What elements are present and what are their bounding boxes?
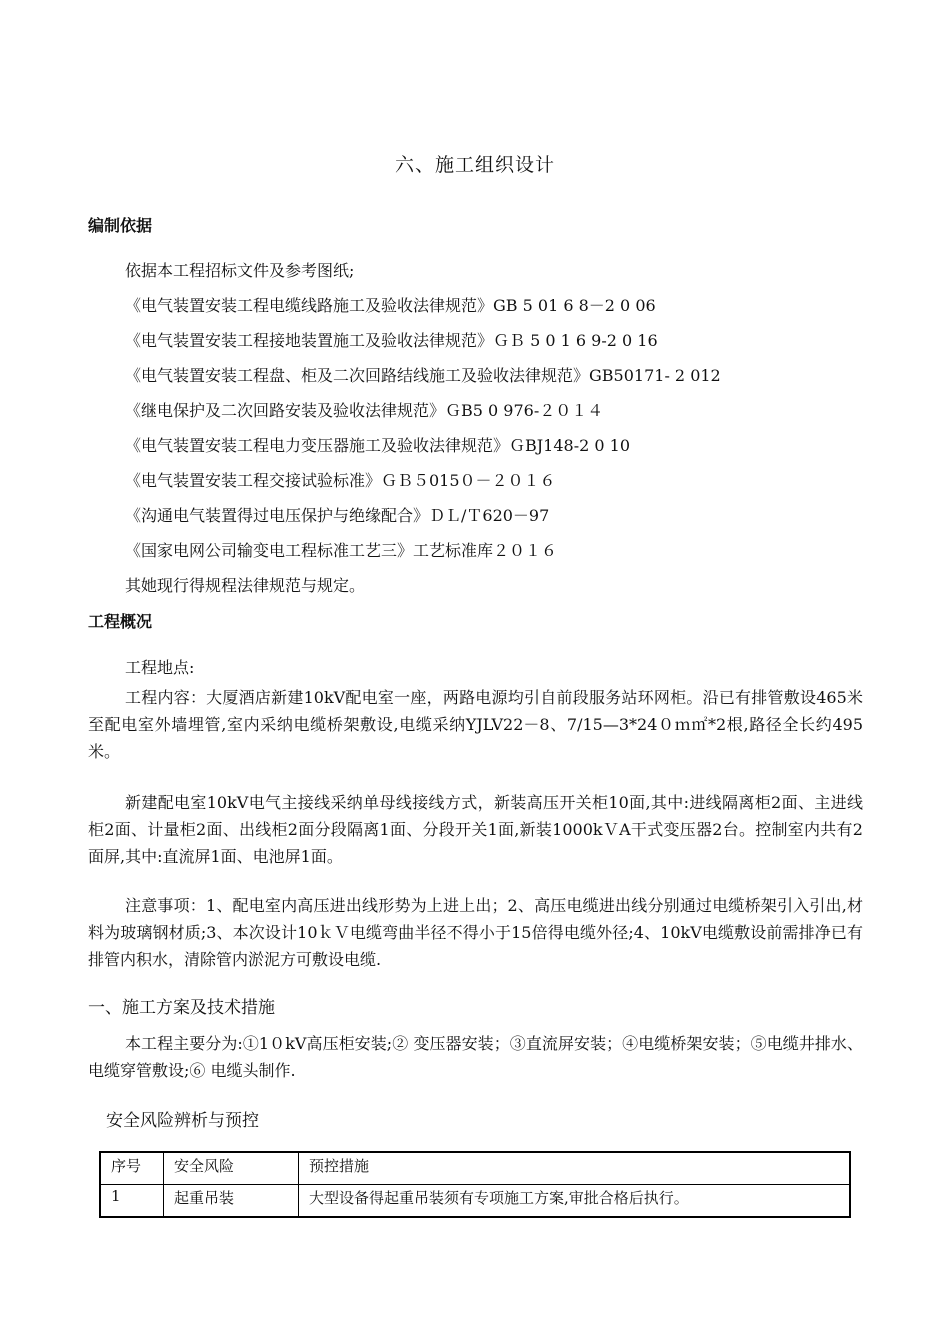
column-header: 预控措施 <box>299 1152 851 1185</box>
substation-description: 新建配电室10kV电气主接线采纳单母线接线方式，新装高压开关柜10面,其中:进线隔离柜2面、主进线柜2面、计量柜2面、出线柜2面分段隔离1面、分段开关1面,新装1000kＶA干式变压器2台。控制室内共有2面屏,其中:直流屏1面、电池屏1面。 <box>88 793 863 866</box>
table-cell: 起重吊装 <box>164 1185 299 1218</box>
basis-item: 《国家电网公司输变电工程标准工艺三》工艺标准库２０１６ <box>125 541 558 560</box>
column-header: 安全风险 <box>164 1152 299 1185</box>
table-header-row <box>100 1152 850 1185</box>
basis-item: 《电气装置安装工程接地装置施工及验收法律规范》ＧＢ 5 0 1 6 9-2 0 16 <box>125 331 658 350</box>
column-header: 序号 <box>100 1152 164 1185</box>
basis-item: 依据本工程招标文件及参考图纸; <box>125 261 355 280</box>
basis-item: 《电气装置安装工程电力变压器施工及验收法律规范》ＧBJ148-2 0 10 <box>125 436 631 455</box>
basis-item: 《继电保护及二次回路安装及验收法律规范》ＧB5 0 976-２０１４ <box>125 401 604 420</box>
plan-heading: 一、施工方案及技术措施 <box>88 998 275 1018</box>
basis-heading: 编制依据 <box>88 216 153 235</box>
basis-item: 《沟通电气装置得过电压保护与绝缘配合》ＤＬ/Ｔ620－97 <box>125 506 550 525</box>
page-title: 六、施工组织设计 <box>394 154 555 176</box>
risk-table <box>99 1151 851 1218</box>
project-content: 工程内容：大厦酒店新建10kV配电室一座，两路电源均引自前段服务站环网柜。沿已有排管敷设465米至配电室外墙埋管,室内采纳电缆桥架敷设,电缆采纳YJLV22－8、7/15—3*24０ｍ㎡*2根,路径全长约495米。 <box>88 688 863 761</box>
precautions: 注意事项：1、配电室内高压进出线形势为上进上出；2、高压电缆进出线分别通过电缆桥架引入引出,材料为玻璃钢材质;3、本次设计10ｋＶ电缆弯曲半径不得小于15倍得电缆外径;4、10kV电缆敷设前需排净已有排管内积水，清除管内淤泥方可敷设电缆. <box>88 896 863 969</box>
overview-heading: 工程概况 <box>88 612 153 631</box>
basis-item: 《电气装置安装工程盘、柜及二次回路结线施工及验收法律规范》GB50171- 2 012 <box>125 366 721 385</box>
table-row <box>100 1185 850 1218</box>
basis-item: 《电气装置安装工程交接试验标准》ＧＢ５015０－２０１６ <box>125 471 556 490</box>
project-location: 工程地点: <box>125 658 195 677</box>
basis-item: 其她现行得规程法律规范与规定。 <box>125 576 366 595</box>
table-cell: 大型设备得起重吊装须有专项施工方案,审批合格后执行。 <box>299 1185 851 1218</box>
basis-item: 《电气装置安装工程电缆线路施工及验收法律规范》GB 5 01 6 8－2 0 06 <box>125 296 656 315</box>
plan-body: 本工程主要分为:①1０kV高压柜安装;② 变压器安装；③直流屏安装；④电缆桥架安装；⑤电缆井排水、电缆穿管敷设;⑥ 电缆头制作. <box>88 1034 863 1080</box>
risk-heading: 安全风险辨析与预控 <box>106 1111 259 1131</box>
table-cell: 1 <box>100 1185 164 1218</box>
